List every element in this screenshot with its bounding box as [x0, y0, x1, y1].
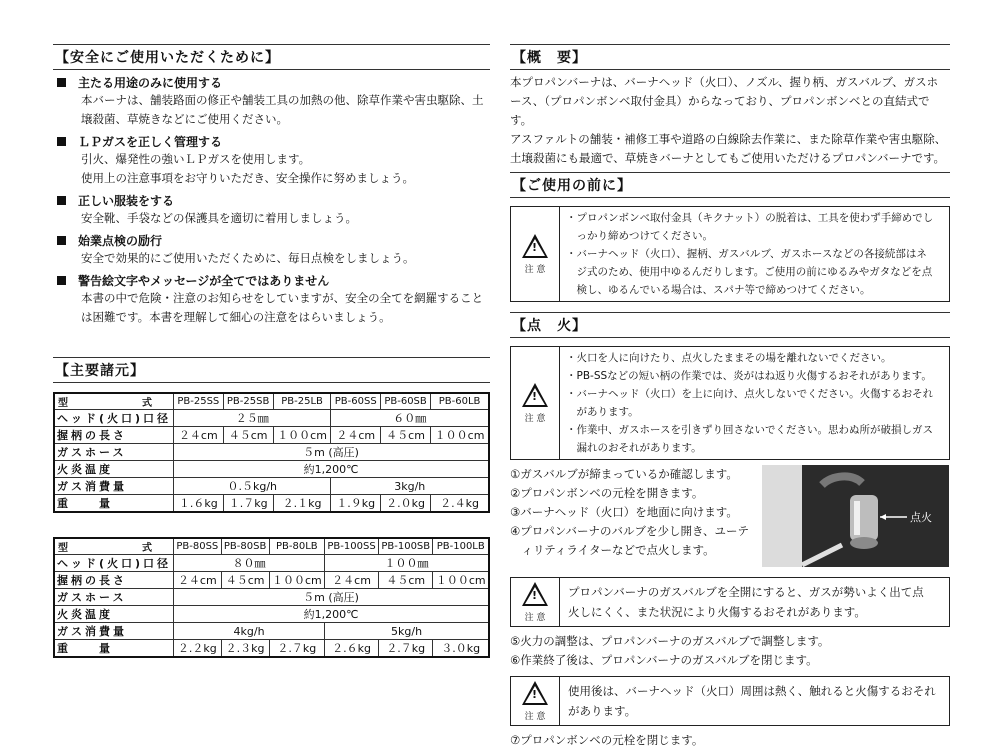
- spec-cell: PB-80LB: [269, 538, 324, 555]
- spec-row: [54, 461, 489, 478]
- spec-cell: 5kg/h: [325, 623, 489, 640]
- spec-row: [54, 427, 489, 444]
- spec-cell: １００cm: [433, 572, 489, 589]
- spec-cell: 4kg/h: [174, 623, 325, 640]
- bullet-square-icon: [57, 78, 66, 87]
- caution-line: 火しにくく、また状況により火傷するおそれがあります。: [568, 605, 866, 619]
- safety-item-title: ＬＰガスを正しく管理する: [53, 133, 490, 150]
- spec-label: ガスホース: [54, 444, 174, 461]
- caution-label: 注 意: [524, 711, 546, 722]
- safety-item-title: 主たる用途のみに使用する: [53, 74, 490, 91]
- spec-cell: ４５cm: [381, 427, 431, 444]
- spec-cell: 3kg/h: [331, 478, 489, 495]
- spec-row: [54, 538, 489, 555]
- ignition-photo: [762, 465, 949, 567]
- spec-row: [54, 606, 489, 623]
- spec-cell: ２.６kg: [325, 640, 379, 658]
- spec-cell: ６０㎜: [331, 410, 489, 427]
- spec-cell: PB-80SB: [221, 538, 269, 555]
- spec-row: [54, 640, 489, 658]
- spec-cell: ２.０kg: [381, 495, 431, 513]
- bullet-square-icon: [57, 196, 66, 205]
- caution-line: があります。: [566, 406, 639, 418]
- caution-line: っかり締めつけてください。: [566, 230, 713, 242]
- before-use-heading: 【ご使用の前に】: [510, 172, 950, 198]
- step-line: ⑥作業終了後は、プロパンバーナのガスバルブを閉じます。: [510, 653, 818, 667]
- caution-icon: ! 注 意: [511, 578, 559, 626]
- step-line: ⑦プロパンボンベの元栓を閉じます。: [510, 733, 704, 747]
- caution-label: 注 意: [524, 264, 546, 275]
- spec-cell: PB-60SB: [381, 393, 431, 410]
- caution-line: ・PB-SSなどの短い柄の作業では、炎がはね返り火傷するおそれがあります。: [566, 370, 932, 382]
- spec-label: ヘッド(火口)口径: [54, 410, 174, 427]
- caution-line: があります。: [568, 704, 637, 718]
- safety-item-body: 本バーナは、舗装路面の修正や舗装工具の加熱の他、除草作業や害虫駆除、土 壌殺菌、草焼きなどにご使用ください。: [81, 93, 484, 126]
- safety-item: [53, 74, 490, 129]
- safety-item: [53, 133, 490, 188]
- spec-row: [54, 555, 489, 572]
- spec-label: 重 量: [54, 640, 174, 658]
- spec-row: [54, 478, 489, 495]
- step-line: ①ガスバルブが締まっているか確認します。: [510, 467, 738, 481]
- spec-cell: ４５cm: [221, 572, 269, 589]
- step-line: ②プロパンボンベの元栓を開きます。: [510, 486, 704, 500]
- safety-item-body: 安全靴、手袋などの保護具を適切に着用しましょう。: [81, 211, 357, 225]
- spec-cell: ８０㎜: [174, 555, 325, 572]
- safety-item-body: 本書の中で危険・注意のお知らせをしていますが、安全の全てを網羅すること は困難です。本書を理解して細心の注意をはらいましょう。: [81, 291, 484, 324]
- safety-item-title: 警告絵文字やメッセージが全てではありません: [53, 272, 490, 289]
- spec-cell: １００cm: [431, 427, 489, 444]
- spec-cell: ４５cm: [379, 572, 433, 589]
- step-line: ィリティライターなどで点火します。: [510, 543, 715, 557]
- spec-cell: 約1,200℃: [174, 606, 489, 623]
- spec-cell: ２.７kg: [269, 640, 324, 658]
- spec-label: ガス消費量: [54, 623, 174, 640]
- caution-line: ジ式のため、使用中ゆるんだりします。ご使用の前にゆるみやガタなどを点: [566, 266, 933, 278]
- caution-label: 注 意: [524, 413, 546, 424]
- caution-line: 漏れのおそれがあります。: [566, 442, 702, 454]
- spec-cell: １００cm: [269, 572, 324, 589]
- spec-row: [54, 393, 489, 410]
- ignition-caution: [510, 346, 950, 460]
- overview-line: 本プロパンバーナは、バーナヘッド（火口）、ノズル、握り柄、ガスバルブ、ガスホ: [510, 75, 939, 89]
- ignition-caution-2: [510, 577, 950, 627]
- spec-cell: ２.１kg: [273, 495, 331, 513]
- ignition-steps-2: [510, 632, 950, 670]
- spec-cell: ２.２kg: [174, 640, 222, 658]
- safety-item: [53, 272, 490, 327]
- spec-cell: ２４cm: [174, 427, 224, 444]
- caution-icon: ! 注 意: [511, 207, 559, 301]
- ignition-caution-2-text: [559, 578, 949, 626]
- ignition-caution-3-text: [559, 677, 949, 725]
- spec-row: [54, 572, 489, 589]
- safety-item: [53, 192, 490, 228]
- spec-cell: PB-100SS: [325, 538, 379, 555]
- spec-label: ガスホース: [54, 589, 174, 606]
- spec-cell: １.９kg: [331, 495, 381, 513]
- ignition-caution-3: [510, 676, 950, 726]
- spec-label: 火炎温度: [54, 461, 174, 478]
- spec-cell: １.６kg: [174, 495, 224, 513]
- spec-cell: ５m (高圧): [174, 444, 489, 461]
- spec-cell: ２.４kg: [431, 495, 489, 513]
- bullet-square-icon: [57, 137, 66, 146]
- caution-line: ・プロパンボンベ取付金具（キクナット）の脱着は、工具を使わず手締めでし: [566, 212, 934, 224]
- caution-line: プロパンバーナのガスバルブを全開にすると、ガスが勢いよく出て点: [568, 585, 924, 599]
- right-column: [510, 44, 950, 750]
- step-line: ⑤火力の調整は、プロパンバーナのガスバルブで調整します。: [510, 634, 830, 648]
- spec-cell: PB-25SS: [174, 393, 224, 410]
- spec-cell: １.７kg: [223, 495, 273, 513]
- safety-item-title: 始業点検の励行: [53, 232, 490, 249]
- spec-cell: ５m (高圧): [174, 589, 489, 606]
- caution-line: ・作業中、ガスホースを引きずり回さないでください。思わぬ所が破損しガス: [566, 424, 933, 436]
- spec-row: [54, 589, 489, 606]
- spec-cell: PB-80SS: [174, 538, 222, 555]
- bullet-square-icon: [57, 276, 66, 285]
- overview-line: 土壌殺菌にも最適で、草焼きバーナとしてもご使用いただけるプロパンバーナです。: [510, 151, 946, 165]
- spec-cell: ４５cm: [223, 427, 273, 444]
- safety-item-title: 正しい服装をする: [53, 192, 490, 209]
- spec-label: ヘッド(火口)口径: [54, 555, 174, 572]
- safety-item-body: 安全で効果的にご使用いただくために、毎日点検をしましょう。: [81, 251, 415, 265]
- caution-line: 検し、ゆるんでいる場合は、スパナ等で締めつけてください。: [566, 284, 871, 296]
- overview-heading: 【概 要】: [510, 44, 950, 70]
- spec-label: 握柄の長さ: [54, 572, 174, 589]
- spec-cell: １００cm: [273, 427, 331, 444]
- caution-label: 注 意: [524, 612, 546, 623]
- before-use-caution-text: [559, 207, 949, 301]
- spec-cell: PB-60LB: [431, 393, 489, 410]
- caution-icon: ! 注 意: [511, 677, 559, 725]
- ignition-steps-3: [510, 731, 950, 750]
- spec-row: [54, 410, 489, 427]
- caution-line: ・バーナヘッド（火口）、握柄、ガスバルブ、ガスホースなどの各接続部はネ: [566, 248, 927, 260]
- specs-heading: 【主要諸元】: [53, 357, 490, 383]
- safety-item-body: 引火、爆発性の強いＬＰガスを使用します。 使用上の注意事項をお守りいただき、安全操作に努めましょう。: [81, 152, 415, 185]
- spec-label: ガス消費量: [54, 478, 174, 495]
- caution-line: 使用後は、バーナヘッド（火口）周囲は熱く、触れると火傷するおそれ: [568, 684, 936, 698]
- spec-table-1: [53, 392, 490, 513]
- spec-cell: １００㎜: [325, 555, 489, 572]
- spec-cell: ２.３kg: [221, 640, 269, 658]
- safety-heading: 【安全にご使用いただくために】: [53, 44, 490, 70]
- overview-text: [510, 73, 950, 168]
- spec-cell: ２４cm: [174, 572, 222, 589]
- caution-line: ・火口を人に向けたり、点火したままその場を離れないでください。: [566, 352, 892, 364]
- spec-label: 型 式: [54, 393, 174, 410]
- overview-line: ース、（プロパンボンベ取付金具）からなっており、プロパンボンベとの直結式です。: [510, 94, 930, 127]
- spec-cell: ２４cm: [325, 572, 379, 589]
- spec-label: 握柄の長さ: [54, 427, 174, 444]
- step-line: ③バーナヘッド（火口）を地面に向けます。: [510, 505, 738, 519]
- spec-cell: PB-60SS: [331, 393, 381, 410]
- spec-row: [54, 495, 489, 513]
- caution-line: ・バーナヘッド（火口）を上に向け、点火しないでください。火傷するおそれ: [566, 388, 934, 400]
- spec-label: 型 式: [54, 538, 174, 555]
- spec-cell: ２.７kg: [379, 640, 433, 658]
- spec-cell: ２５㎜: [174, 410, 331, 427]
- ignition-caution-text: [559, 347, 949, 459]
- photo-label: 点火: [910, 511, 932, 524]
- safety-item: [53, 232, 490, 268]
- spec-cell: PB-25LB: [273, 393, 331, 410]
- bullet-square-icon: [57, 236, 66, 245]
- overview-line: アスファルトの舗装・補修工事や道路の白線除去作業に、また除草作業や害虫駆除、: [510, 132, 947, 146]
- ignition-heading: 【点 火】: [510, 312, 950, 338]
- spec-cell: PB-25SB: [223, 393, 273, 410]
- spec-cell: PB-100SB: [379, 538, 433, 555]
- spec-cell: 約1,200℃: [174, 461, 489, 478]
- left-column: [53, 44, 490, 658]
- caution-icon: ! 注 意: [511, 347, 559, 459]
- spec-row: [54, 623, 489, 640]
- before-use-caution: [510, 206, 950, 302]
- spec-cell: ０.５kg/h: [174, 478, 331, 495]
- step-line: ④プロパンバーナのバルブを少し開き、ユーテ: [510, 524, 750, 538]
- spec-cell: ２４cm: [331, 427, 381, 444]
- safety-items: [53, 74, 490, 327]
- spec-cell: ３.０kg: [433, 640, 489, 658]
- ignition-steps-block: [510, 465, 950, 569]
- spec-table-2: [53, 537, 490, 658]
- spec-label: 火炎温度: [54, 606, 174, 623]
- spec-label: 重 量: [54, 495, 174, 513]
- spec-cell: PB-100LB: [433, 538, 489, 555]
- spec-row: [54, 444, 489, 461]
